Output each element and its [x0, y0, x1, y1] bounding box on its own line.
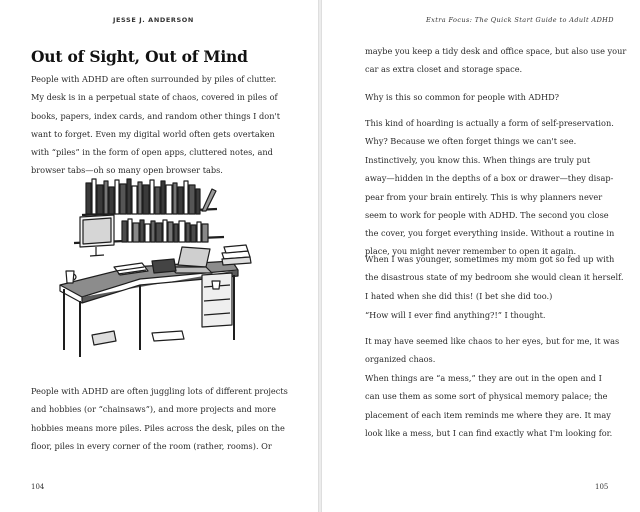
text-line: organized chaos. [365, 354, 436, 365]
text-line: It may have seemed like chaos to her eyes, but for me, it was [365, 336, 620, 346]
page-number-right: 105 [595, 483, 609, 491]
paragraph [365, 306, 546, 324]
text-line: “How will I ever find anything?!” I thought. [365, 310, 546, 320]
text-line: placement of each item reminds me where they are. It may [365, 409, 611, 420]
paragraph [365, 88, 559, 106]
paragraph [365, 250, 623, 305]
paragraph [365, 42, 626, 79]
paragraph [31, 382, 288, 455]
text-line: and hobbies (or “chainsaws”), and more projects and more [31, 404, 276, 415]
text-line: Instinctively, you know this. When things are truly put [365, 155, 591, 165]
text-line: Why? Because we often forget things we can't see. [365, 136, 577, 147]
page-number-left: 104 [31, 483, 45, 491]
paragraph [365, 114, 614, 151]
right-page [322, 0, 640, 512]
paragraph [365, 369, 612, 442]
text-line: away—hidden in the depths of a box or drawer—they disap- [365, 173, 614, 184]
text-line: look like a mess, but I can find exactly what I'm looking for. [365, 427, 613, 438]
paragraph [31, 70, 280, 180]
text-line: maybe you keep a tidy desk and office space, but also use your [365, 46, 627, 56]
text-line: This kind of hoarding is actually a form of self-preservation. [365, 118, 614, 128]
text-line: place, you might never remember to open it again. [365, 246, 577, 257]
paragraph [365, 151, 614, 261]
running-head-left: JESSE J. ANDERSON [113, 16, 194, 24]
cluttered-desk-illustration [52, 175, 262, 360]
text-line: the cover, you forget everything inside. Without a routine in [365, 228, 615, 239]
text-line: browser tabs—oh so many open browser tabs. [31, 165, 223, 176]
text-line: the disastrous state of my bedroom she would clean it herself. [365, 272, 624, 283]
text-line: can use them as some sort of physical memory palace; the [365, 391, 608, 402]
text-line: When things are “a mess,” they are out in the open and I [365, 373, 602, 383]
paragraph [365, 332, 619, 369]
text-line: seem to work for people with ADHD. The second you close [365, 209, 609, 220]
left-page [0, 0, 318, 512]
text-line: floor, piles in every corner of the room (rather, rooms). Or [31, 440, 272, 451]
running-head-right: Extra Focus: The Quick Start Guide to Adult ADHD [426, 16, 614, 24]
text-line: Why is this so common for people with ADHD? [365, 92, 560, 102]
text-line: My desk is in a perpetual state of chaos, covered in piles of [31, 92, 278, 103]
text-line: with “piles” in the form of open apps, cluttered notes, and [31, 147, 273, 158]
text-line: When I was younger, sometimes my mom got so fed up with [365, 254, 615, 264]
text-line: want to forget. Even my digital world often gets overtaken [31, 128, 275, 139]
text-line: books, papers, index cards, and random other things I don't [31, 110, 281, 121]
text-line: People with ADHD are often juggling lots of different projects [31, 386, 288, 396]
text-line: pear from your brain entirely. This is why planners never [365, 191, 603, 202]
text-line: People with ADHD are often surrounded by piles of clutter. [31, 74, 277, 84]
text-line: hobbies means more piles. Piles across the desk, piles on the [31, 422, 285, 433]
text-line: car as extra closet and storage space. [365, 64, 523, 75]
chapter-title: Out of Sight, Out of Mind [31, 47, 248, 66]
text-line: I hated when she did this! (I bet she did too.) [365, 290, 553, 301]
